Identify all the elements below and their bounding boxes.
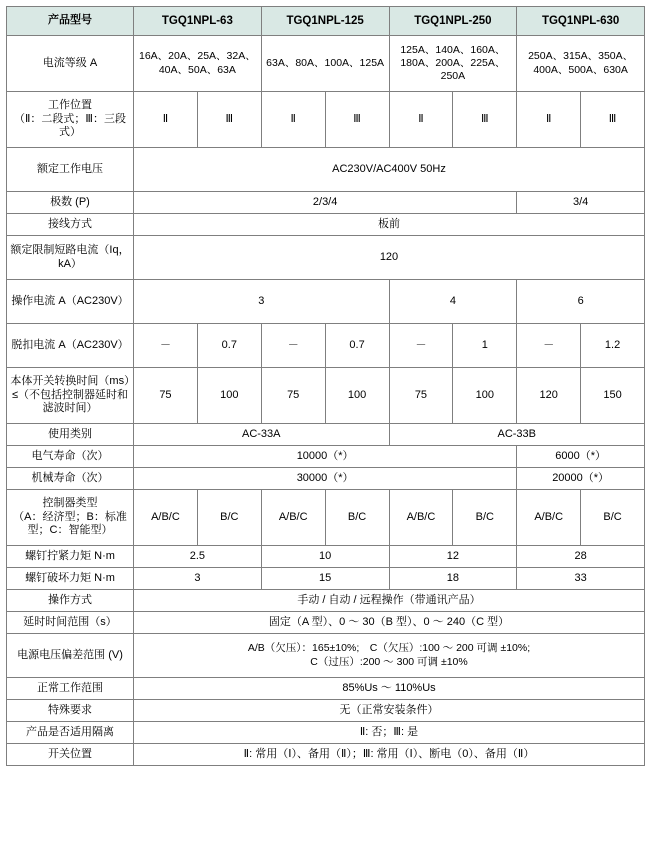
cell-controller-250-ii: A/B/C (389, 490, 453, 546)
row-label-short-circuit-current: 额定限制短路电流（Iq，kA） (7, 236, 134, 280)
cell-tightening-125: 10 (261, 546, 389, 568)
table-body (7, 36, 645, 766)
cell-transfer-125-ii: 75 (261, 368, 325, 424)
cell-controller-250-iii: B/C (453, 490, 517, 546)
header-cell-model: 产品型号 (7, 7, 134, 36)
cell-trip-63-ii: － (134, 324, 198, 368)
cell-controller-125-ii: A/B/C (261, 490, 325, 546)
cell-current-63: 16A、20A、25A、32A、40A、50A、63A (134, 36, 262, 92)
cell-breaking-63: 3 (134, 568, 262, 590)
cell-position-630-ii: Ⅱ (517, 92, 581, 148)
table-row (7, 214, 645, 236)
table-row (7, 368, 645, 424)
cell-current-250: 125A、140A、160A、180A、200A、225A、250A (389, 36, 517, 92)
cell-position-250-iii: Ⅲ (453, 92, 517, 148)
cell-normal-range: 85%Us ～ 110%Us (134, 678, 645, 700)
cell-poles-234: 2/3/4 (134, 192, 517, 214)
cell-trip-250-iii: 1 (453, 324, 517, 368)
table-row (7, 446, 645, 468)
cell-controller-63-ii: A/B/C (134, 490, 198, 546)
cell-operating-current-6: 6 (517, 280, 645, 324)
table-row (7, 744, 645, 766)
cell-position-125-ii: Ⅱ (261, 92, 325, 148)
table-row (7, 92, 645, 148)
cell-controller-630-ii: A/B/C (517, 490, 581, 546)
cell-switch-position: Ⅱ: 常用（Ⅰ）、备用（Ⅱ）；Ⅲ: 常用（Ⅰ）、断电（0）、备用（Ⅱ） (134, 744, 645, 766)
cell-trip-125-iii: 0.7 (325, 324, 389, 368)
cell-position-630-iii: Ⅲ (581, 92, 645, 148)
cell-position-125-iii: Ⅲ (325, 92, 389, 148)
row-label-breaking-torque: 螺钉破坏力矩 N·m (7, 568, 134, 590)
cell-category-ac33a: AC-33A (134, 424, 390, 446)
cell-category-ac33b: AC-33B (389, 424, 645, 446)
table-row (7, 236, 645, 280)
row-label-utilization-category: 使用类别 (7, 424, 134, 446)
cell-poles-34: 3/4 (517, 192, 645, 214)
cell-breaking-630: 33 (517, 568, 645, 590)
row-label-special-requirement: 特殊要求 (7, 700, 134, 722)
cell-transfer-250-iii: 100 (453, 368, 517, 424)
cell-trip-630-ii: － (517, 324, 581, 368)
cell-breaking-250: 18 (389, 568, 517, 590)
cell-transfer-63-ii: 75 (134, 368, 198, 424)
table-row (7, 700, 645, 722)
row-label-working-position: 工作位置 （Ⅱ：二段式；Ⅲ：三段式） (7, 92, 134, 148)
header-cell-tgq1npl-250: TGQ1NPL-250 (389, 7, 517, 36)
table-row (7, 36, 645, 92)
cell-trip-63-iii: 0.7 (197, 324, 261, 368)
row-label-operation-mode: 操作方式 (7, 590, 134, 612)
table-row (7, 568, 645, 590)
cell-controller-125-iii: B/C (325, 490, 389, 546)
cell-tightening-63: 2.5 (134, 546, 262, 568)
row-label-isolation: 产品是否适用隔离 (7, 722, 134, 744)
cell-operating-current-4: 4 (389, 280, 517, 324)
table-row (7, 678, 645, 700)
cell-breaking-125: 15 (261, 568, 389, 590)
row-label-poles: 极数 (P) (7, 192, 134, 214)
specification-table (6, 6, 645, 766)
table-row (7, 634, 645, 678)
cell-transfer-250-ii: 75 (389, 368, 453, 424)
cell-trip-125-ii: － (261, 324, 325, 368)
table-row (7, 590, 645, 612)
table-row (7, 722, 645, 744)
row-label-voltage-deviation: 电源电压偏差范围 (V) (7, 634, 134, 678)
table-row (7, 490, 645, 546)
row-label-mechanical-life: 机械寿命（次） (7, 468, 134, 490)
row-label-delay-range: 延时时间范围（s） (7, 612, 134, 634)
row-label-tightening-torque: 螺钉拧紧力矩 N·m (7, 546, 134, 568)
cell-position-63-iii: Ⅲ (197, 92, 261, 148)
cell-current-630: 250A、315A、350A、400A、500A、630A (517, 36, 645, 92)
header-row (7, 7, 645, 36)
cell-transfer-63-iii: 100 (197, 368, 261, 424)
cell-rated-voltage: AC230V/AC400V 50Hz (134, 148, 645, 192)
cell-delay-range: 固定（A 型）、0 ～ 30（B 型）、0 ～ 240（C 型） (134, 612, 645, 634)
cell-trip-630-iii: 1.2 (581, 324, 645, 368)
row-label-trip-current: 脱扣电流 A（AC230V） (7, 324, 134, 368)
cell-controller-630-iii: B/C (581, 490, 645, 546)
table-row (7, 280, 645, 324)
row-label-transfer-time: 本体开关转换时间（ms）≤（不包括控制器延时和滤波时间） (7, 368, 134, 424)
cell-isolation: Ⅱ: 否；Ⅲ: 是 (134, 722, 645, 744)
cell-transfer-630-ii: 120 (517, 368, 581, 424)
row-label-switch-position: 开关位置 (7, 744, 134, 766)
row-label-controller-type: 控制器类型 （A：经济型；B：标准型；C：智能型） (7, 490, 134, 546)
cell-current-125: 63A、80A、100A、125A (261, 36, 389, 92)
header-cell-tgq1npl-125: TGQ1NPL-125 (261, 7, 389, 36)
row-label-rated-voltage: 额定工作电压 (7, 148, 134, 192)
table-row (7, 468, 645, 490)
cell-wiring: 板前 (134, 214, 645, 236)
cell-electrical-life-6000: 6000（*） (517, 446, 645, 468)
row-label-operating-current: 操作电流 A（AC230V） (7, 280, 134, 324)
cell-controller-63-iii: B/C (197, 490, 261, 546)
cell-transfer-125-iii: 100 (325, 368, 389, 424)
cell-operating-current-3: 3 (134, 280, 390, 324)
header-cell-tgq1npl-630: TGQ1NPL-630 (517, 7, 645, 36)
cell-tightening-250: 12 (389, 546, 517, 568)
cell-mechanical-life-20000: 20000（*） (517, 468, 645, 490)
table-row (7, 192, 645, 214)
cell-mechanical-life-30000: 30000（*） (134, 468, 517, 490)
cell-electrical-life-10000: 10000（*） (134, 446, 517, 468)
table-row (7, 546, 645, 568)
row-label-wiring: 接线方式 (7, 214, 134, 236)
cell-transfer-630-iii: 150 (581, 368, 645, 424)
row-label-normal-range: 正常工作范围 (7, 678, 134, 700)
header-cell-tgq1npl-63: TGQ1NPL-63 (134, 7, 262, 36)
cell-position-250-ii: Ⅱ (389, 92, 453, 148)
row-label-current-rating: 电流等级 A (7, 36, 134, 92)
cell-position-63-ii: Ⅱ (134, 92, 198, 148)
cell-short-circuit-current: 120 (134, 236, 645, 280)
table-header (7, 7, 645, 36)
table-row (7, 148, 645, 192)
table-row (7, 424, 645, 446)
cell-tightening-630: 28 (517, 546, 645, 568)
row-label-electrical-life: 电气寿命（次） (7, 446, 134, 468)
cell-trip-250-ii: － (389, 324, 453, 368)
cell-operation-mode: 手动 / 自动 / 远程操作（带通讯产品） (134, 590, 645, 612)
cell-special-requirement: 无（正常安装条件） (134, 700, 645, 722)
table-row (7, 612, 645, 634)
cell-voltage-deviation: A/B（欠压）：165±10%; C（欠压）:100 ～ 200 可调 ±10%; C（过压）:200 ～ 300 可调 ±10% (134, 634, 645, 678)
table-row (7, 324, 645, 368)
